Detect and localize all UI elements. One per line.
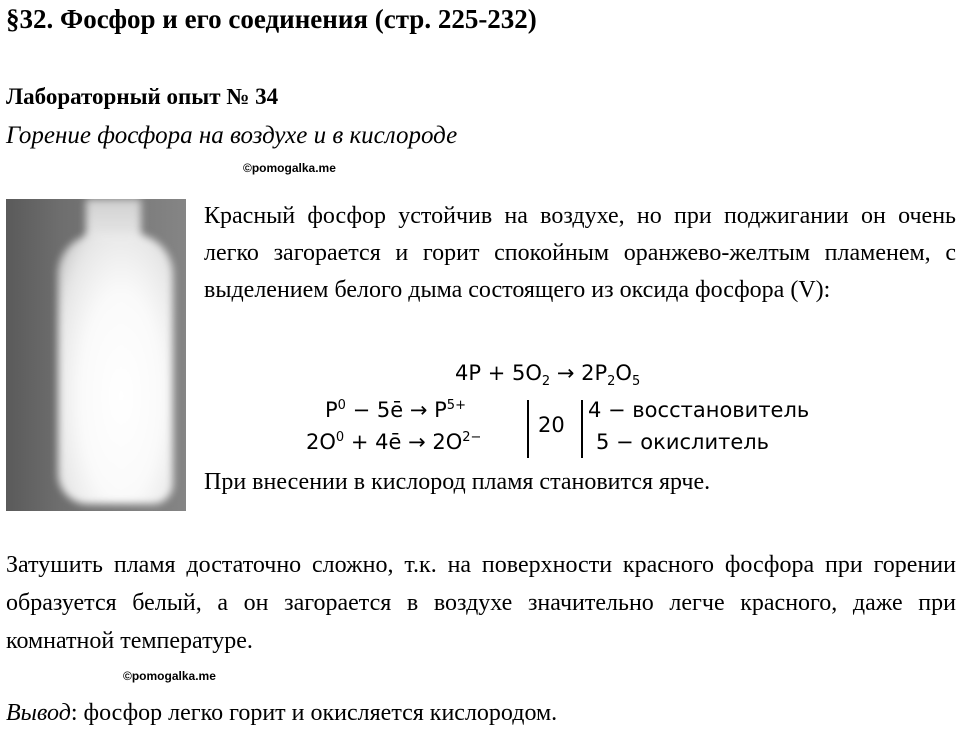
- redox1-mid: − 5ē → P: [345, 398, 447, 422]
- eq-o5: O: [615, 361, 632, 385]
- redox2-sup0: 0: [335, 430, 345, 445]
- eq-p2-sub: 2: [607, 374, 616, 390]
- redox2-sup: 2−: [462, 430, 482, 445]
- redox-lcm: 20: [538, 413, 565, 437]
- reaction-equation: [455, 361, 640, 389]
- section-title: §32. Фосфор и его соединения (стр. 225-232): [6, 4, 537, 34]
- redox-line-1: [325, 398, 466, 422]
- redox1-left: P: [325, 398, 338, 422]
- redox-oxidizer: 5 − окислитель: [596, 430, 770, 454]
- oxygen-sentence: При внесении в кислород пламя становится ярче.: [204, 469, 711, 495]
- extinguish-paragraph: Затушить пламя достаточно сложно, т.к. на поверхности красного фосфора при горении образуется белый, а он загорается в воздухе значительно легче красного, даже при комнатной температуре.: [6, 552, 956, 654]
- redox-line-2: [306, 430, 481, 454]
- redox1-sup0: 0: [337, 398, 346, 413]
- lab-title: Лабораторный опыт № 34: [6, 84, 279, 109]
- redox2-mid: + 4ē → 2O: [344, 430, 463, 454]
- intro-paragraph: Красный фосфор устойчив на воздухе, но при поджигании он очень легко загорается и горит спокойным оранжево-желтым пламенем, с выделением белого дыма состоящего из оксида фосфора (V):: [204, 203, 956, 303]
- flame-glow: [58, 234, 173, 504]
- conclusion-label: Вывод: [6, 700, 71, 726]
- eq-o2-sub: 2: [541, 374, 551, 390]
- redox1-sup: 5+: [446, 398, 466, 413]
- redox-bar-left: [527, 400, 529, 458]
- eq-arrow-product: → 2P: [550, 361, 608, 385]
- eq-reactants: 4P + 5O: [455, 361, 542, 385]
- redox-reducer: 4 − восстановитель: [588, 398, 810, 422]
- conclusion: [6, 700, 557, 727]
- redox-bar-right: [581, 400, 583, 458]
- lab-subtitle: Горение фосфора на воздухе и в кислороде: [6, 122, 458, 149]
- watermark-bottom: ©pomogalka.me: [123, 669, 216, 683]
- redox2-left: 2O: [306, 430, 336, 454]
- conclusion-text: : фосфор легко горит и окисляется кислородом.: [70, 700, 558, 726]
- eq-o5-sub: 5: [631, 374, 641, 390]
- watermark-top: ©pomogalka.me: [243, 161, 336, 175]
- burning-phosphorus-photo: [6, 199, 186, 511]
